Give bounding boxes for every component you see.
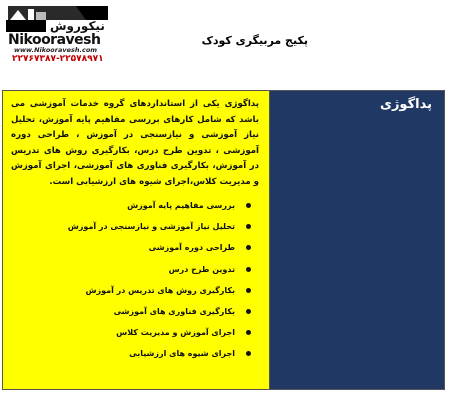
logo-website: www.Nikooravesh.com bbox=[14, 46, 98, 54]
content-cell bbox=[3, 91, 270, 389]
logo-latin-name: Nikooravesh bbox=[8, 32, 101, 48]
bullet-icon bbox=[246, 288, 251, 293]
list-item bbox=[11, 259, 253, 280]
list-item-label: اجرای آموزش و مدیریت کلاس bbox=[116, 328, 235, 338]
logo-phone-number: ۲۲۷۶۷۳۸۷-۲۲۵۷۸۹۷۱ bbox=[12, 54, 104, 64]
bullet-icon bbox=[246, 267, 251, 272]
intro-paragraph: پداگوژی یکی از استانداردهای گروه خدمات آموزشی می باشد که شامل کارهای بررسی مفاهیم پایه آموزش، تحلیل نیاز آموزشی و نیازسنجی در آموزش ، طراحی دوره آموزشی ، تدوین طرح درس، بکارگیری روش های تدریس در آموزش، بکارگیری فناوری های آموزشی، اجرای آموزش و مدیریت کلاس،اجرای شیوه های ارزشیابی است. bbox=[11, 99, 259, 187]
list-item-label: تحلیل نیاز آموزشی و نیازسنجی در آموزش bbox=[67, 222, 235, 232]
heading-cell bbox=[270, 91, 444, 389]
logo-graphic bbox=[6, 4, 110, 34]
bullet-icon bbox=[246, 245, 251, 250]
pedagogy-table bbox=[2, 90, 445, 390]
list-item-label: طراحی دوره آموزشی bbox=[148, 243, 235, 253]
list-item bbox=[11, 195, 253, 216]
bullet-icon bbox=[246, 351, 251, 356]
list-item bbox=[11, 216, 253, 237]
bullet-icon bbox=[246, 203, 251, 208]
bullet-icon bbox=[246, 309, 251, 314]
list-item bbox=[11, 237, 253, 258]
list-item bbox=[11, 343, 253, 364]
list-item-label: بکارگیری روش های تدریس در آموزش bbox=[85, 285, 235, 295]
list-item-label: بررسی مفاهیم پایه آموزش bbox=[127, 201, 235, 210]
company-logo bbox=[6, 4, 110, 64]
list-item bbox=[11, 322, 253, 343]
list-item-label: تدوین طرح درس bbox=[168, 264, 235, 274]
list-item bbox=[11, 280, 253, 301]
bullet-icon bbox=[246, 330, 251, 335]
list-item-label: اجرای شیوه های ارزشیابی bbox=[129, 349, 235, 359]
bullet-icon bbox=[246, 224, 251, 229]
topic-list bbox=[11, 195, 259, 365]
logo-persian-name: نیکوروش bbox=[50, 19, 105, 33]
list-item bbox=[11, 301, 253, 322]
list-item-label: بکارگیری فناوری های آموزشی bbox=[113, 306, 235, 316]
section-heading: پداگوژی bbox=[380, 97, 432, 112]
page-title: پکیج مربیگری کودک bbox=[201, 34, 308, 47]
